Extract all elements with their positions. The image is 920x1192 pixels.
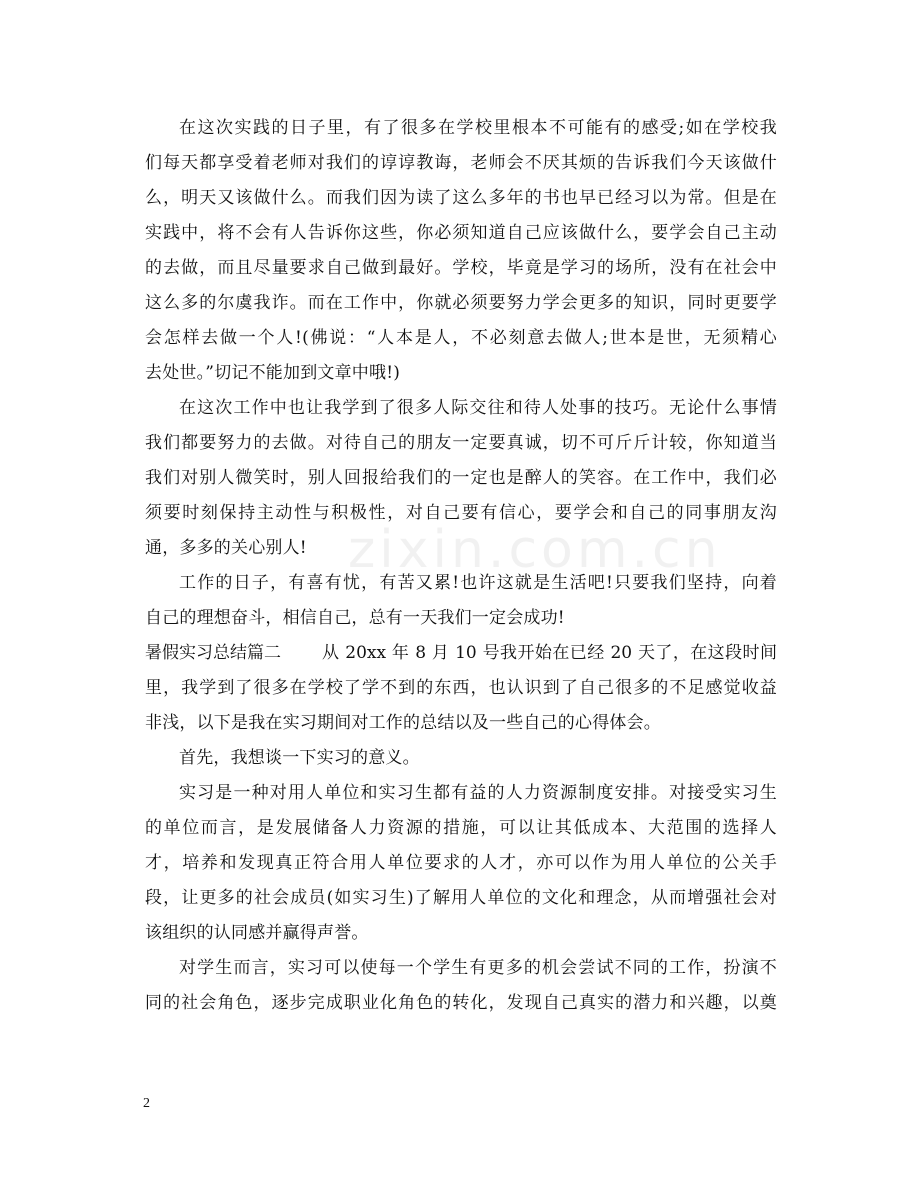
text-line: 才，培养和发现真正符合用人单位要求的人才，亦可以作为用人单位的公关手	[145, 853, 777, 873]
text-line: 自己的理想奋斗，相信自己，总有一天我们一定会成功!	[145, 608, 565, 628]
text-line: 工作的日子，有喜有忧，有苦又累!也许这就是生活吧!只要我们坚持，向着	[179, 573, 777, 593]
text-line: 须要时刻保持主动性与积极性，对自己要有信心，要学会和自己的同事朋友沟	[145, 503, 777, 523]
page-number: 2	[143, 1096, 150, 1111]
text-line: 段，让更多的社会成员(如实习生)了解用人单位的文化和理念，从而增强社会对	[145, 888, 777, 908]
text-line: 我们对别人微笑时，别人回报给我们的一定也是醉人的笑容。在工作中，我们必	[145, 468, 777, 488]
text-line: 该组织的认同感并赢得声誉。	[145, 923, 369, 943]
text-line: 实践中，将不会有人告诉你这些，你必须知道自己应该做什么，要学会自己主动	[145, 223, 777, 243]
text-line: 这么多的尔虞我诈。而在工作中，你就必须要努力学会更多的知识，同时更要学	[145, 293, 777, 313]
text-line: 在这次工作中也让我学到了很多人际交往和待人处事的技巧。无论什么事情	[179, 398, 777, 418]
text-line: 的去做，而且尽量要求自己做到最好。学校，毕竟是学习的场所，没有在社会中	[145, 258, 777, 278]
text-line: 的单位而言，是发展储备人力资源的措施，可以让其低成本、大范围的选择人	[145, 818, 777, 838]
text-line: 同的社会角色，逐步完成职业化角色的转化，发现自己真实的潜力和兴趣，以奠	[145, 993, 777, 1013]
watermark: zixin.com.cn	[348, 520, 722, 580]
section-heading-line	[145, 636, 777, 671]
text-line: 首先，我想谈一下实习的意义。	[179, 748, 420, 768]
paragraph-block-2	[145, 671, 777, 1021]
text-line: 对学生而言，实习可以使每一个学生有更多的机会尝试不同的工作，扮演不	[179, 958, 777, 978]
text-line: 我们都要努力的去做。对待自己的朋友一定要真诚，切不可斤斤计较，你知道当	[145, 433, 777, 453]
section-heading-title: 暑假实习总结篇二	[145, 643, 281, 663]
text-line: 么，明天又该做什么。而我们因为读了这么多年的书也早已经习以为常。但是在	[145, 188, 777, 208]
paragraph-block-1	[145, 111, 777, 636]
text-line: 在这次实践的日子里，有了很多在学校里根本不可能有的感受;如在学校我	[179, 118, 777, 138]
text-line: 里，我学到了很多在学校了学不到的东西，也认识到了自己很多的不足感觉收益	[145, 678, 777, 698]
document-body	[145, 111, 777, 1021]
text-line: 去处世。”切记不能加到文章中哦!)	[145, 363, 401, 383]
text-line: 实习是一种对用人单位和实习生都有益的人力资源制度安排。对接受实习生	[179, 783, 777, 803]
text-line: 会怎样去做一个人!(佛说：“人本是人，不必刻意去做人;世本是世，无须精心	[145, 328, 777, 348]
section-heading-text: 从 20xx 年 8 月 10 号我开始在已经 20 天了，在这段时间	[322, 643, 777, 663]
text-line: 通，多多的关心别人!	[145, 538, 307, 558]
text-line: 们每天都享受着老师对我们的谆谆教诲，老师会不厌其烦的告诉我们今天该做什	[145, 153, 777, 173]
text-line: 非浅，以下是我在实习期间对工作的总结以及一些自己的心得体会。	[145, 713, 661, 733]
